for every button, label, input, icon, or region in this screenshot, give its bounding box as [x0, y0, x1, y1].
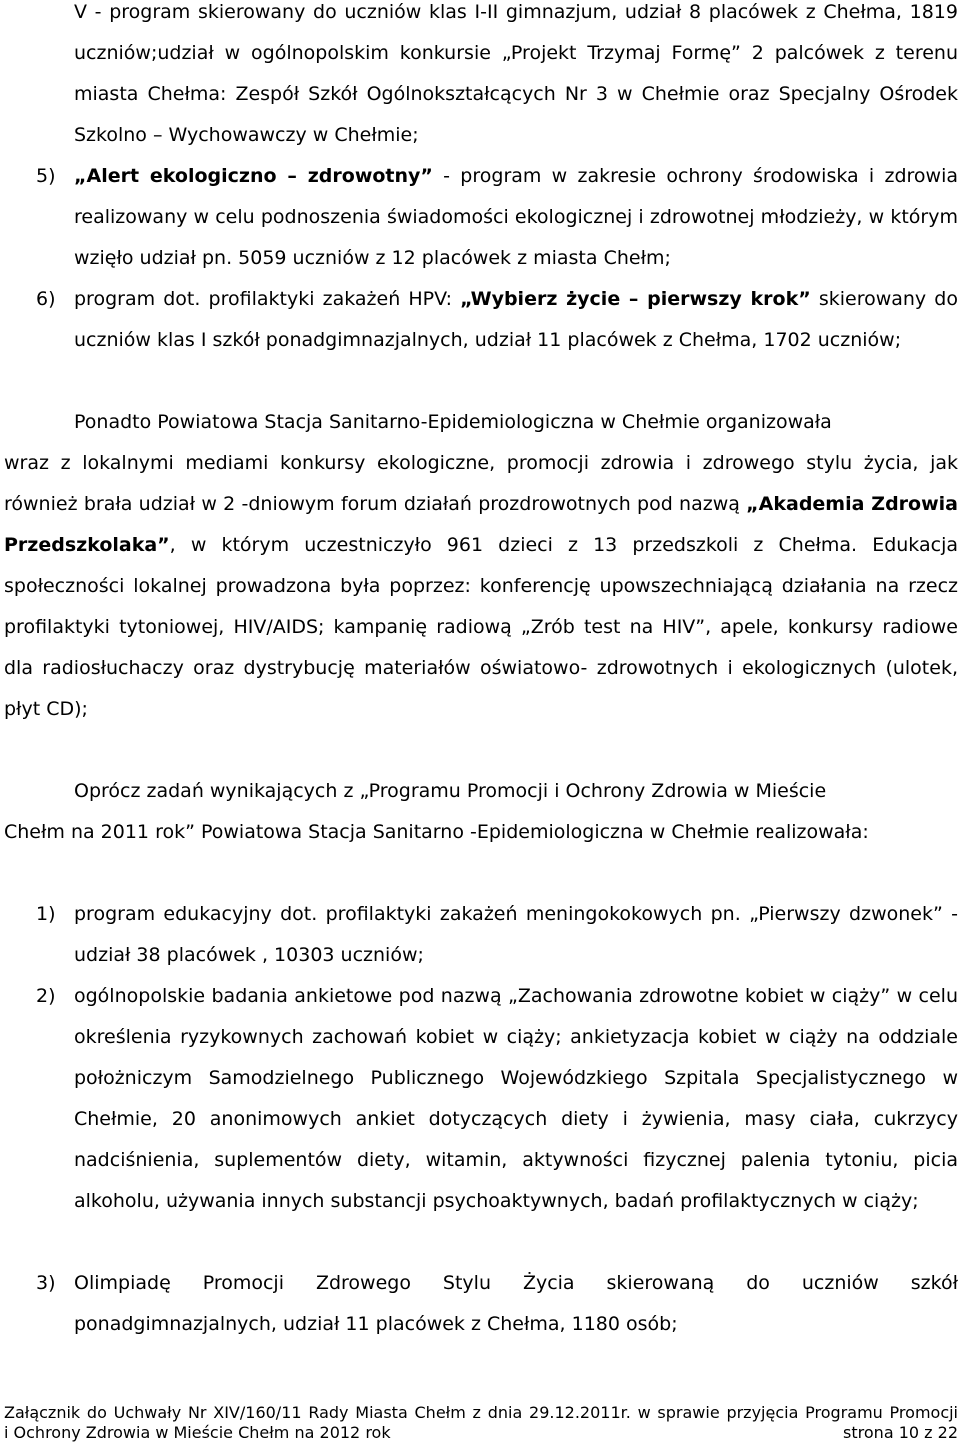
paragraph-text: V - program skierowany do uczniów klas I-II gimnazjum, udział 8 placówek z Chełma, 1819 uczniów;udział w ogólnopolskim konkursie „Projekt Trzymaj Formę” 2 palcówek z terenu miasta Chełma: Zespół Szkół Ogólnokształcących Nr 3 w Chełmie oraz Specjalny Ośrodek Szkolno – Wychowawczy w Chełmie; — [74, 1, 958, 146]
footer-line-2 — [4, 1423, 958, 1443]
list-number-6: 6) — [36, 288, 56, 310]
paragraph-text: wraz z lokalnymi mediami konkursy ekologiczne, promocji zdrowia i zdrowego stylu życia, jak również brała udział w 2 -dniowym forum działań prozdrowotnych pod nazwą — [4, 452, 958, 515]
list-item-6 — [74, 279, 958, 361]
item-text: skierowany do uczniów klas I szkół ponadgimnazjalnych, udział 11 placówek z Chełma, 1702 uczniów; — [74, 288, 958, 351]
list-number-2: 2) — [36, 985, 56, 1007]
paragraph-1-body — [4, 443, 958, 730]
list-item-5 — [74, 156, 958, 279]
item-text: - program w zakresie ochrony środowiska i zdrowia realizowany w celu podnoszenia świadomości ekologicznej i zdrowotnej młodzieży, w którym wzięło udział pn. 5059 uczniów z 12 placówek z miasta Chełm; — [74, 165, 958, 269]
item-text: ogólnopolskie badania ankietowe pod nazwą „Zachowania zdrowotne kobiet w ciąży” w celu określenia ryzykownych zachowań kobiet w ciąży; ankietyzacja kobiet w ciąży na oddziale położniczym Samodzielnego Publicznego Wojewódzkiego Szpitala Specjalistycznego w Chełmie, 20 anonimowych ankiet dotyczących diety i żywienia, masy ciała, cukrzycy nadciśnienia, suplementów diety, witamin, aktywności fizycznej palenia tytoniu, picia alkoholu, używania innych substancji psychoaktywnych, badań profilaktycznych w ciąży; — [74, 985, 958, 1212]
paragraph-text: , w którym uczestniczyło 961 dzieci z 13 przedszkoli z Chełma. Edukacja społeczności lokalnej prowadzona była poprzez: konferencję upowszechniającą działania na rzecz profilaktyki tytoniowej, HIV/AIDS; kampanię radiową „Zrób test na HIV”, apele, konkursy radiowe dla radiosłuchaczy oraz dystrybucję materiałów oświatowo- zdrowotnych i ekologicznych (ulotek, płyt CD); — [4, 534, 958, 720]
list-item-1 — [74, 894, 958, 976]
list-item-3 — [74, 1263, 958, 1345]
paragraph-2-first-line — [74, 771, 958, 812]
paragraph-text: Oprócz zadań wynikających z „Programu Promocji i Ochrony Zdrowia w Mieście — [74, 780, 827, 802]
item-text: Olimpiadę Promocji Zdrowego Stylu Życia skierowaną do uczniów szkół ponadgimnazjalnych, udział 11 placówek z Chełma, 1180 osób; — [74, 1272, 958, 1335]
footer-document-title: i Ochrony Zdrowia w Mieście Chełm na 2012 rok — [4, 1423, 391, 1442]
item-text-pre: program dot. profilaktyki zakażeń HPV: — [74, 288, 461, 310]
page-number: strona 10 z 22 — [843, 1423, 958, 1442]
item-text: program edukacyjny dot. profilaktyki zakażeń meningokokowych pn. „Pierwszy dzwonek” - udział 38 placówek , 10303 uczniów; — [74, 903, 958, 966]
paragraph-text: Ponadto Powiatowa Stacja Sanitarno-Epidemiologiczna w Chełmie organizowała — [74, 411, 832, 433]
page-footer — [4, 1403, 958, 1443]
paragraph-2-body — [4, 812, 958, 853]
list-number-3: 3) — [36, 1272, 56, 1294]
paragraph-top — [74, 0, 958, 156]
paragraph-1-first-line — [74, 402, 958, 443]
list-number-5: 5) — [36, 165, 56, 187]
footer-line-1: Załącznik do Uchwały Nr XIV/160/11 Rady Miasta Chełm z dnia 29.12.2011r. w sprawie przyjęcia Programu Promocji — [4, 1403, 958, 1422]
paragraph-text: Chełm na 2011 rok” Powiatowa Stacja Sanitarno -Epidemiologiczna w Chełmie realizowała: — [4, 821, 869, 843]
list-number-1: 1) — [36, 903, 56, 925]
list-item-2 — [74, 976, 958, 1222]
item-bold-title: „Wybierz życie – pierwszy krok” — [460, 288, 811, 310]
item-bold-title: „Alert ekologiczno – zdrowotny” — [74, 165, 433, 187]
bold-title: „Akademia Zdrowia Przedszkolaka” — [4, 493, 958, 556]
